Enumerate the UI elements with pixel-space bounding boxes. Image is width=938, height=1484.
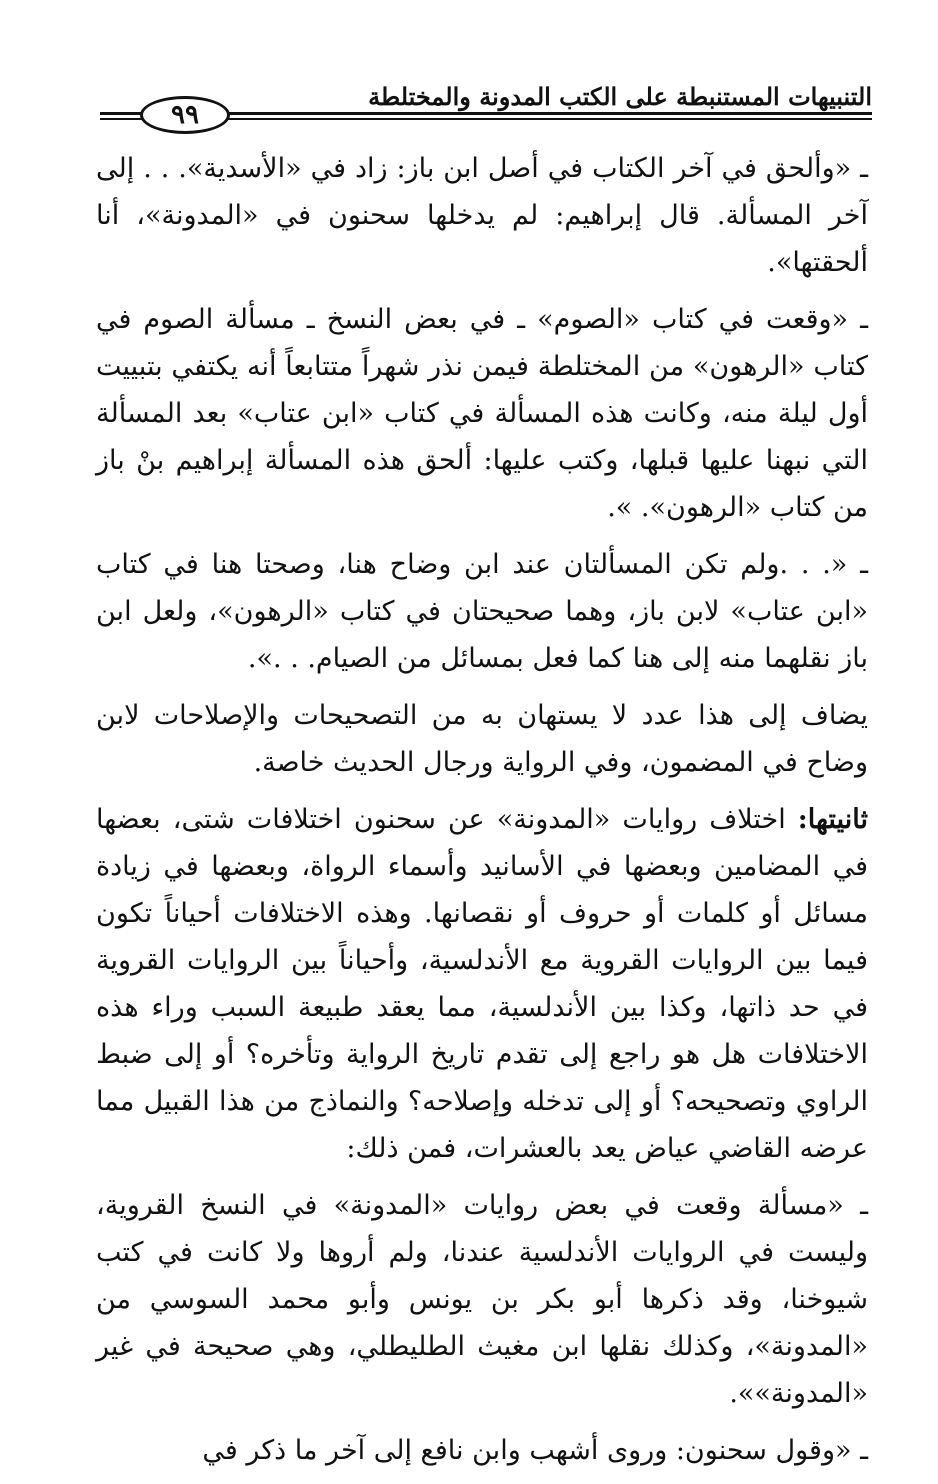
paragraph <box>96 1182 868 1417</box>
paragraph <box>96 145 868 286</box>
paragraph-text: ـ «. . .ولم تكن المسألتان عند ابن وضاح هنا، وصحتا هنا في كتاب «ابن عتاب» لابن باز، وهما صحيحتان في كتاب «الرهون»، ولعل ابن باز نقلهما منه إلى هنا كما فعل بمسائل من الصيام. . .». <box>96 549 868 674</box>
paragraph-text: اختلاف روايات «المدونة» عن سحنون اختلافات شتى، بعضها في المضامين وبعضها في الأسانيد وأسماء الرواة، وبعضها في زيادة مسائل أو كلمات أو حروف أو نقصانها. وهذه الاختلافات أحياناً تكون فيما بين الروايات القروية مع الأندلسية، وأحياناً بين الروايات القروية في حد ذاتها، وكذا بين الأندلسية، مما يعقد طبيعة السبب وراء هذه الاختلافات هل هو راجع إلى تقدم تاريخ الرواية وتأخره؟ أو إلى ضبط الراوي وتصحيحه؟ أو إلى تدخله وإصلاحه؟ والنماذج من هذا القبيل مما عرضه القاضي عياض يعد بالعشرات، فمن ذلك: <box>96 804 868 1164</box>
page-number: ٩٩ <box>140 96 230 134</box>
paragraph <box>96 692 868 786</box>
paragraph <box>96 796 868 1172</box>
paragraph-text: ـ «وقول سحنون: وروى أشهب وابن نافع إلى آخر ما ذكر في <box>202 1435 868 1466</box>
running-title: التنبيهات المستنبطة على الكتب المدونة والمختلطة <box>368 82 872 111</box>
page-body <box>96 145 868 1484</box>
paragraph-text: ـ «وقعت في كتاب «الصوم» ـ في بعض النسخ ـ مسألة الصوم في كتاب «الرهون» من المختلطة فيمن نذر شهراً متتابعاً أنه يكتفي بتبييت أول ليلة منه، وكانت هذه المسألة في كتاب «ابن عتاب» بعد المسألة التي نبهنا عليها قبلها، وكتب عليها: ألحق هذه المسألة إبراهيم بنْ باز من كتاب «الرهون». ». <box>96 304 868 523</box>
paragraph <box>96 541 868 682</box>
paragraph-lead: ثانيتها: <box>797 804 868 835</box>
paragraph-text: ـ «مسألة وقعت في بعض روايات «المدونة» في النسخ القروية، وليست في الروايات الأندلسية عندنا، ولم أروها ولا كانت في كتب شيوخنا، وقد ذكرها أبو بكر بن يونس وأبو محمد السوسي من «المدونة»، وكذلك نقلها ابن مغيث الطليطلي، وهي صحيحة في غير «المدونة»». <box>96 1190 868 1409</box>
paragraph <box>96 296 868 531</box>
paragraph-text: يضاف إلى هذا عدد لا يستهان به من التصحيحات والإصلاحات لابن وضاح في المضمون، وفي الرواية ورجال الحديث خاصة. <box>96 700 868 778</box>
paragraph-text: ـ «وألحق في آخر الكتاب في أصل ابن باز: زاد في «الأسدية». . . إلى آخر المسألة. قال إبراهيم: لم يدخلها سحنون في «المدونة»، أنا ألحقتها». <box>96 153 868 278</box>
page-header <box>100 78 872 128</box>
paragraph <box>96 1427 868 1474</box>
